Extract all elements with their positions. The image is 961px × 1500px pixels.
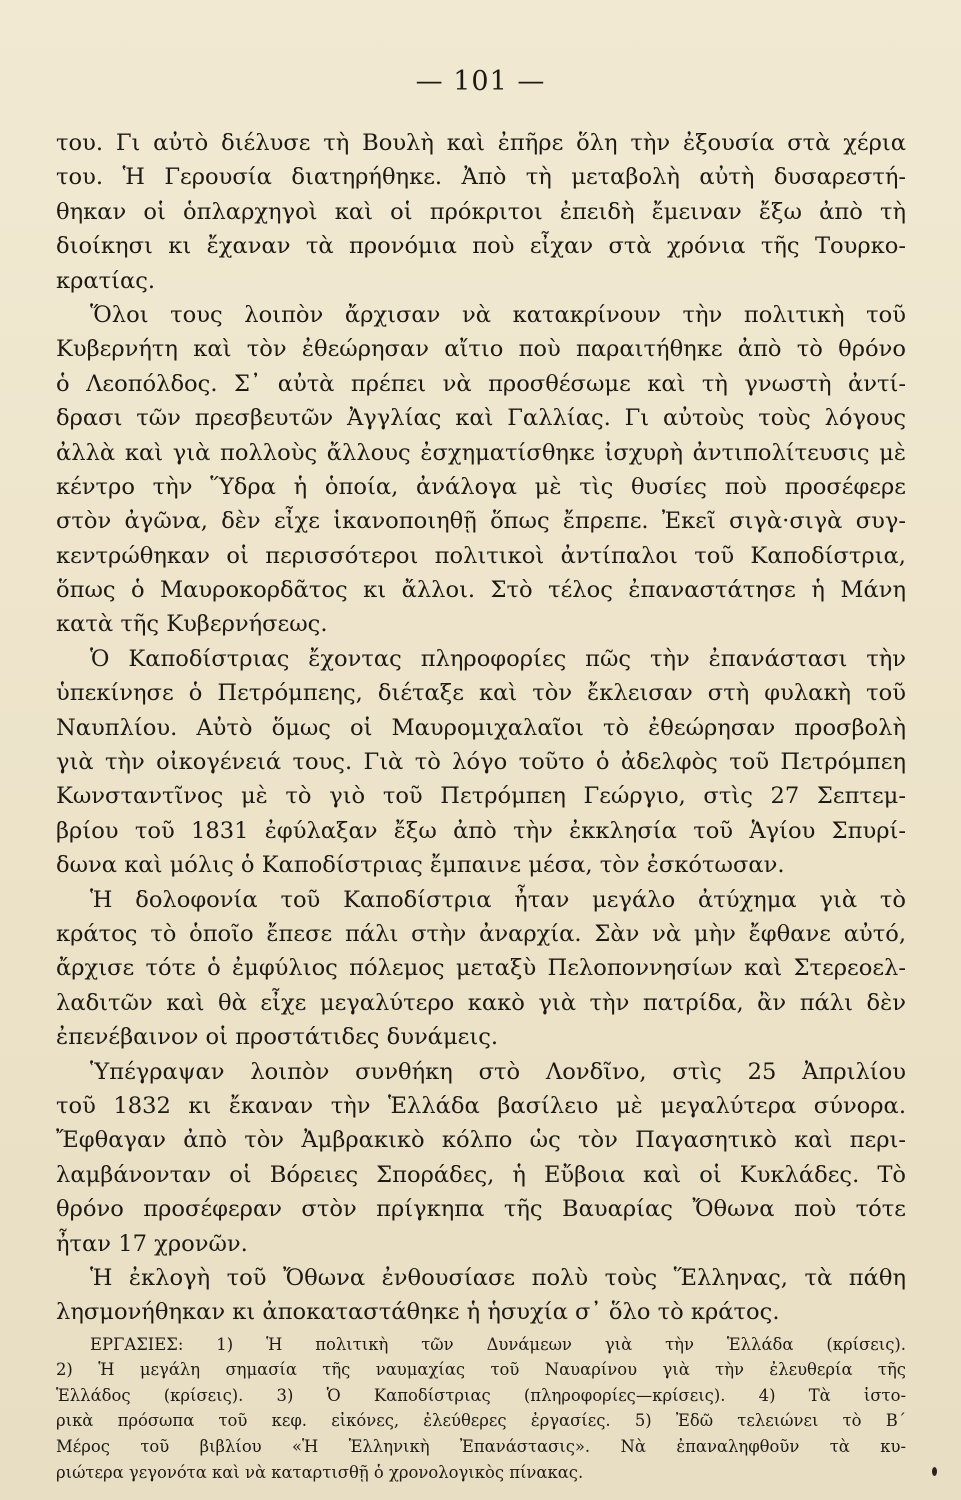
text-line: Ἡ δολοφονία τοῦ Καποδίστρια ἦταν μεγάλο ἀτύχημα γιὰ τὸ — [90, 886, 906, 913]
text-line: του. Ἡ Γερουσία διατηρήθηκε. Ἀπὸ τὴ μεταβολὴ αὐτὴ δυσαρεστή- — [56, 164, 906, 191]
note-line: ριώτερα γεγονότα καὶ νὰ καταρτισθῇ ὁ χρονολογικὸς πίνακας. — [56, 1462, 584, 1482]
text-line: ἐπενέβαινον οἱ προστάτιδες δυνάμεις. — [56, 1024, 499, 1051]
text-line: κράτος τὸ ὁποῖο ἔπεσε πάλι στὴν ἀναρχία. Σὰν νὰ μὴν ἔφθανε αὐτό, — [56, 920, 906, 947]
text-line: κέντρο τὴν Ὕδρα ἡ ὁποία, ἀνάλογα μὲ τὶς θυσίες ποὺ προσέφερε — [56, 473, 906, 500]
text-line: στὸν ἀγῶνα, δὲν εἶχε ἱκανοποιηθῇ ὅπως ἔπρεπε. Ἐκεῖ σιγὰ·σιγὰ συγ- — [56, 508, 906, 535]
text-line: Ὅλοι τους λοιπὸν ἄρχισαν νὰ κατακρίνουν τὴν πολιτικὴ τοῦ — [90, 301, 906, 328]
exercises-notes — [56, 1332, 906, 1486]
text-line: λαδιτῶν καὶ θὰ εἶχε μεγαλύτερο κακὸ γιὰ τὴν πατρίδα, ἂν πάλι δὲν — [56, 989, 906, 1016]
ink-spot — [932, 1467, 937, 1476]
text-line: λαμβάνονταν οἱ Βόρειες Σποράδες, ἡ Εὔβοια καὶ οἱ Κυκλάδες. Τὸ — [56, 1161, 906, 1188]
text-line: Ἔφθαγαν ἀπὸ τὸν Ἀμβρακικὸ κόλπο ὡς τὸν Παγασητικὸ καὶ περι- — [56, 1127, 906, 1154]
note-line: Ἑλλάδος (κρίσεις). 3) Ὁ Καποδίστριας (πληροφορίες—κρίσεις). 4) Τὰ ἱστο- — [56, 1385, 906, 1405]
text-line: ὁ Λεοπόλδος. Σ᾿ αὐτὰ πρέπει νὰ προσθέσωμε καὶ τὴ γνωστὴ ἀντί- — [56, 370, 906, 397]
text-line: ὅπως ὁ Μαυροκορδᾶτος κι ἄλλοι. Στὸ τέλος ἐπαναστάτησε ἡ Μάνη — [56, 577, 906, 604]
text-line: Κυβερνήτη καὶ τὸν ἐθεώρησαν αἴτιο ποὺ παραιτήθηκε ἀπὸ τὸ θρόνο — [56, 336, 906, 363]
text-line: ὑπεκίνησε ὁ Πετρόμπεης, διέταξε καὶ τὸν ἔκλεισαν στὴ φυλακὴ τοῦ — [56, 680, 906, 707]
text-line: τοῦ 1832 κι ἔκαναν τὴν Ἑλλάδα βασίλειο μὲ μεγαλύτερα σύνορα. — [56, 1092, 906, 1119]
text-line: θρόνο προσέφεραν στὸν πρίγκηπα τῆς Βαυαρίας Ὄθωνα ποὺ τότε — [56, 1196, 906, 1223]
note-line: ΕΡΓΑΣΙΕΣ: 1) Ἡ πολιτικὴ τῶν Δυνάμεων γιὰ τὴν Ἑλλάδα (κρίσεις). — [90, 1334, 906, 1354]
text-line: γιὰ τὴν οἰκογένειά τους. Γιὰ τὸ λόγο τοῦτο ὁ ἀδελφὸς τοῦ Πετρόμπεη — [56, 749, 906, 776]
text-line: Ἡ ἐκλογὴ τοῦ Ὄθωνα ἐνθουσίασε πολὺ τοὺς Ἕλληνας, τὰ πάθη — [90, 1264, 906, 1291]
text-line: λησμονήθηκαν κι ἀποκαταστάθηκε ἡ ἡσυχία σ᾿ ὅλο τὸ κράτος. — [56, 1299, 780, 1326]
text-line: βρίου τοῦ 1831 ἐφύλαξαν ἔξω ἀπὸ τὴν ἐκκλησία τοῦ Ἁγίου Σπυρί- — [56, 817, 906, 844]
note-line: Μέρος τοῦ βιβλίου «Ἡ Ἑλληνικὴ Ἐπανάστασις». Νὰ ἐπαναληφθοῦν τὰ κυ- — [56, 1437, 906, 1457]
note-line: 2) Ἡ μεγάλη σημασία τῆς ναυμαχίας τοῦ Ναυαρίνου γιὰ τὴν ἐλευθερία τῆς — [56, 1360, 906, 1380]
text-line: θηκαν οἱ ὁπλαρχηγοὶ καὶ οἱ πρόκριτοι ἐπειδὴ ἔμειναν ἔξω ἀπὸ τὴ — [56, 198, 906, 225]
text-line: δωνα καὶ μόλις ὁ Καποδίστριας ἔμπαινε μέσα, τὸν ἐσκότωσαν. — [56, 852, 785, 879]
text-line: Ναυπλίου. Αὐτὸ ὅμως οἱ Μαυρομιχαλαῖοι τὸ ἐθεώρησαν προσβολὴ — [56, 714, 906, 741]
body-text — [56, 126, 906, 1485]
text-line: Κωνσταντῖνος μὲ τὸ γιὸ τοῦ Πετρόμπεη Γεώργιο, στὶς 27 Σεπτεμ- — [56, 783, 906, 810]
text-line: δρασι τῶν πρεσβευτῶν Ἀγγλίας καὶ Γαλλίας. Γι αὐτοὺς τοὺς λόγους — [56, 405, 906, 432]
text-line: ἀλλὰ καὶ γιὰ πολλοὺς ἄλλους ἐσχηματίσθηκε ἰσχυρὴ ἀντιπολίτευσις μὲ — [56, 439, 906, 466]
text-line: διοίκησι κι ἔχαναν τὰ προνόμια ποὺ εἶχαν στὰ χρόνια τῆς Τουρκο- — [56, 233, 906, 260]
text-line: Ὑπέγραψαν λοιπὸν συνθήκη στὸ Λονδῖνο, στὶς 25 Ἀπριλίου — [90, 1058, 906, 1085]
text-line: ἄρχισε τότε ὁ ἐμφύλιος πόλεμος μεταξὺ Πελοποννησίων καὶ Στερεοελ- — [56, 955, 906, 982]
text-line: κεντρώθηκαν οἱ περισσότεροι πολιτικοὶ ἀντίπαλοι τοῦ Καποδίστρια, — [56, 542, 906, 569]
text-line: του. Γι αὐτὸ διέλυσε τὴ Βουλὴ καὶ ἐπῆρε ὅλη τὴν ἐξουσία στὰ χέρια — [56, 130, 906, 156]
text-line: ἦταν 17 χρονῶν. — [56, 1230, 248, 1257]
text-line: κρατίας. — [56, 267, 156, 294]
note-line: ρικὰ πρόσωπα τοῦ κεφ. εἰκόνες, ἐλεύθερες ἐργασίες. 5) Ἐδῶ τελειώνει τὸ Β´ — [56, 1411, 906, 1431]
text-line: Ὁ Καποδίστριας ἔχοντας πληροφορίες πῶς τὴν ἐπανάστασι τὴν — [90, 645, 906, 672]
text-line: κατὰ τῆς Κυβερνήσεως. — [56, 611, 328, 638]
page-number: — 101 — — [415, 66, 546, 97]
